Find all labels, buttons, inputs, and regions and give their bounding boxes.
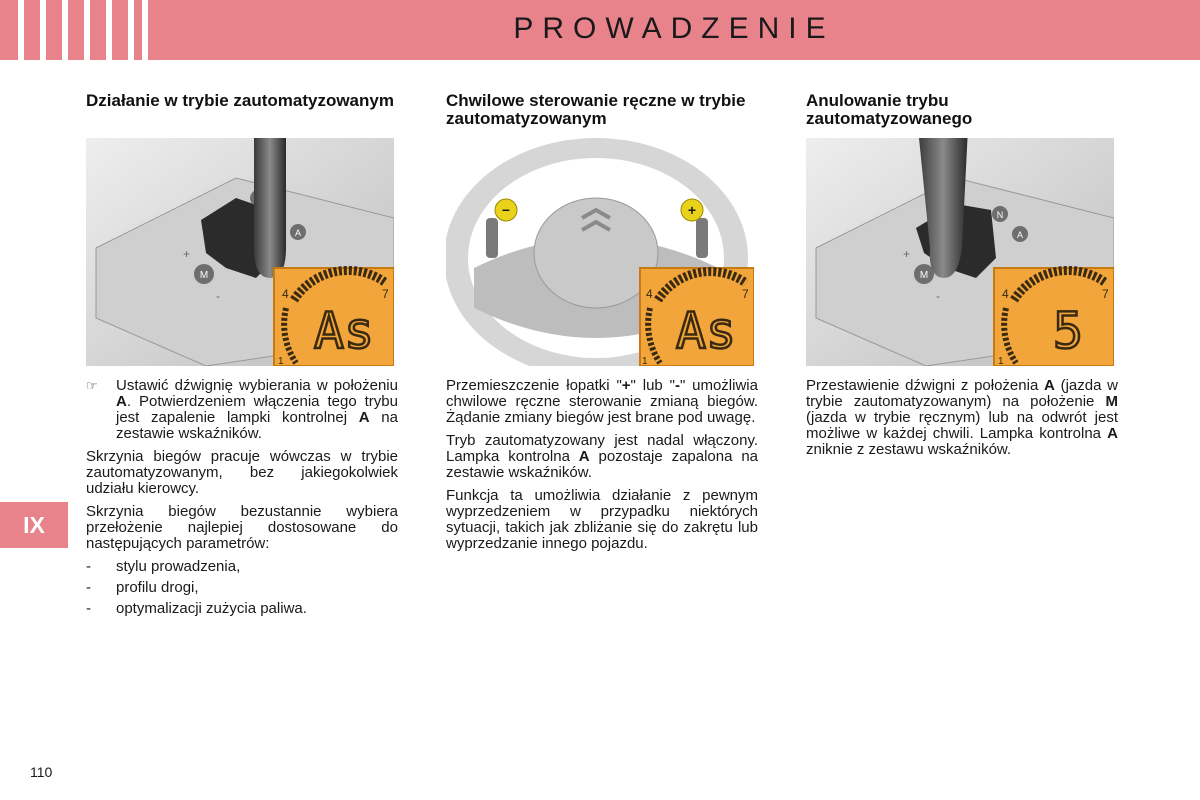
gear-lever-illustration [86, 138, 394, 366]
gear-minus-label: - [936, 289, 940, 303]
instrument-display [274, 268, 394, 366]
paragraph: Tryb zautomatyzowany jest nadal włączony. Lampka kontrolna A pozostaje zapalona na zestawie wskaźników. [446, 432, 758, 481]
gear-lever-figure [806, 138, 1114, 366]
paddle-minus-label: − [501, 202, 511, 218]
steering-wheel-illustration [446, 138, 754, 366]
instrument-display [640, 268, 754, 366]
paragraph: Przemieszczenie łopatki "+" lub "-" umożliwia chwilowe ręczne sterowanie zmianą biegów. Żądanie zmiany biegów jest brane pod uwagę. [446, 377, 758, 426]
gear-minus-label: - [216, 289, 220, 303]
gear-a-label: A [1016, 230, 1024, 240]
page-title: PROWADZENIE [513, 12, 835, 45]
gauge-label-left: 4 [282, 287, 289, 301]
section-title: Działanie w trybie zautomatyzowanym [86, 91, 394, 110]
section-manual-override [446, 92, 758, 559]
section-title: Anulowanie trybu zautomatyzowanego [806, 91, 973, 128]
gear-plus-label: + [183, 247, 191, 261]
paragraph: Skrzynia biegów pracuje wówczas w trybie zautomatyzowanym, bez jakiegokolwiek udziału kierowcy. [86, 448, 398, 497]
left-paddle [486, 218, 498, 258]
paddle-plus-label: + [687, 202, 697, 218]
instruction-text: Ustawić dźwignię wybierania w położeniu A. Potwierdzeniem włączenia tego trybu jest zapalenie lampki kontrolnej A na zestawie wskaźników. [116, 377, 398, 442]
gear-mode-readout: As [675, 302, 737, 360]
steering-wheel-figure [446, 138, 754, 366]
gear-lever-illustration [806, 138, 1114, 366]
gauge-label-right: 7 [1102, 287, 1109, 301]
section-body [446, 378, 758, 552]
section-title: Chwilowe sterowanie ręczne w trybie zautomatyzowanym [446, 91, 746, 128]
instrument-display [994, 268, 1114, 366]
chapter-tab: IX [0, 502, 68, 548]
gear-n-label: N [996, 210, 1004, 220]
header-stripe [40, 0, 46, 60]
header-stripe [84, 0, 90, 60]
gear-m-label: M [919, 270, 929, 281]
instruction-bullet [86, 378, 398, 442]
header-stripe [106, 0, 112, 60]
gear-number-readout: 5 [1052, 302, 1084, 360]
paragraph: Przestawienie dźwigni z położenia A (jazda w trybie zautomatyzowanym) na położenie M (jazda w trybie ręcznym) lub na odwrót jest możliwe w każdej chwili. Lampka kontrolna A zniknie z zestawu wskaźników. [806, 377, 1118, 458]
gear-plus-label: + [903, 247, 911, 261]
header-stripe [62, 0, 68, 60]
right-paddle [696, 218, 708, 258]
header-band [0, 0, 1200, 60]
gauge-label-left: 4 [1002, 287, 1009, 301]
list-item: - optymalizacji zużycia paliwa. [86, 600, 307, 617]
gear-lever [254, 138, 286, 278]
paragraph: Funkcja ta umożliwia działanie z pewnym wyprzedzeniem w przypadku niektórych sytuacji, takich jak zbliżanie się do zakrętu lub wyprzedzanie innego pojazdu. [446, 487, 758, 552]
gauge-label-low: 1 [998, 356, 1004, 366]
gear-mode-readout: As [313, 302, 375, 360]
list-item: - stylu prowadzenia, [86, 558, 241, 575]
gear-m-label: M [199, 270, 209, 281]
header-stripe [128, 0, 134, 60]
gauge-label-right: 7 [742, 287, 749, 301]
list-item: - profilu drogi, [86, 579, 199, 596]
header-stripe [18, 0, 24, 60]
gauge-label-low: 1 [642, 356, 648, 366]
gear-lever-figure [86, 138, 394, 366]
section-body [86, 378, 398, 617]
gear-a-label: A [294, 228, 302, 238]
section-automatic-mode [86, 92, 398, 622]
gauge-label-left: 4 [646, 287, 653, 301]
page-number: 110 [30, 764, 53, 780]
section-cancel-automatic [806, 92, 1118, 465]
gauge-label-low: 1 [278, 356, 284, 366]
paragraph: Skrzynia biegów bezustannie wybiera przełożenie najlepiej dostosowane do następujących parametrów: [86, 503, 398, 552]
gauge-label-right: 7 [382, 287, 389, 301]
section-body [806, 378, 1118, 458]
pointing-hand-icon: ☞ [86, 378, 98, 393]
